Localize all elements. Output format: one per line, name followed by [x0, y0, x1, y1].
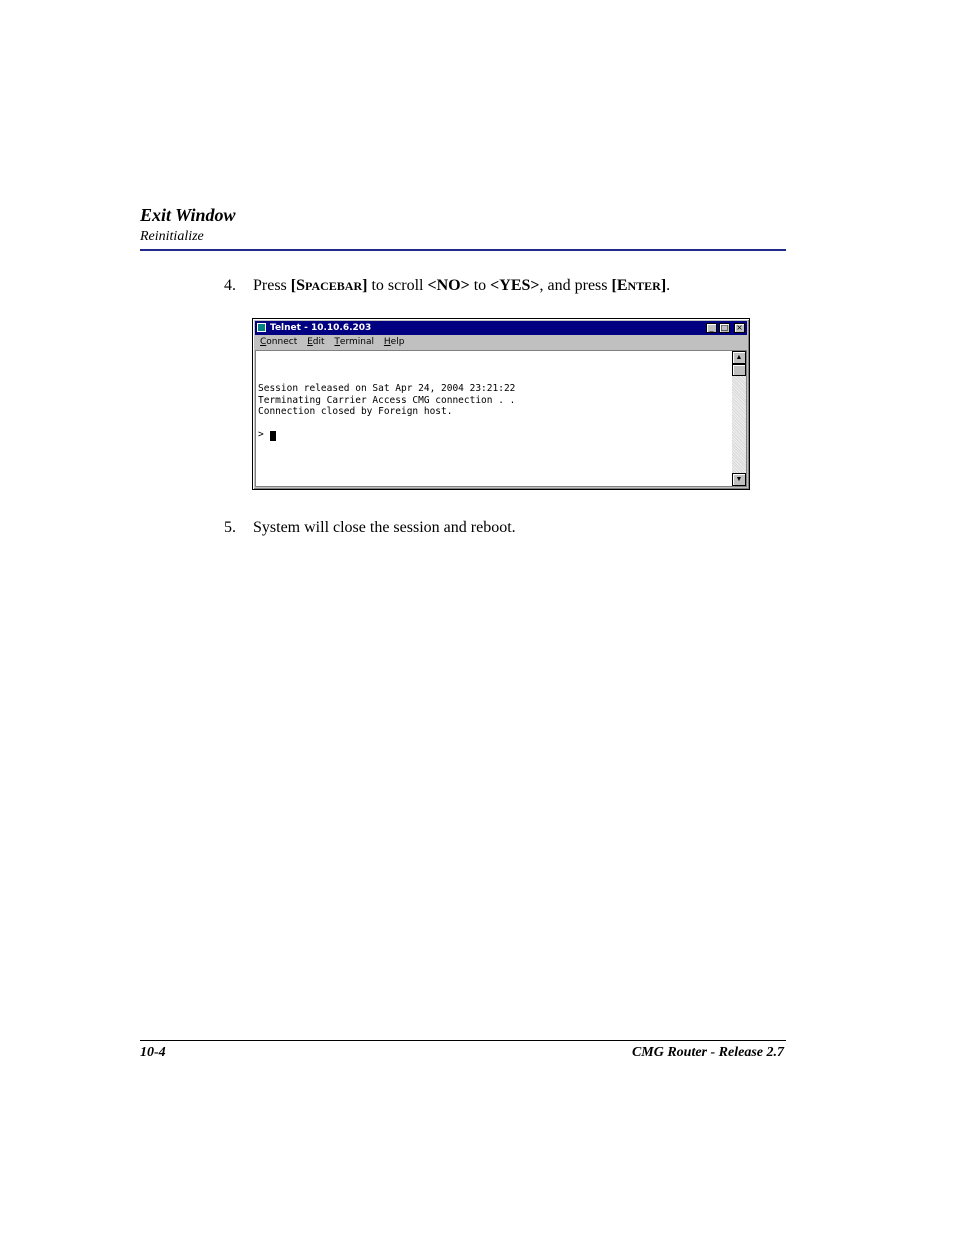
menu-bar — [255, 336, 747, 349]
scroll-up-button[interactable]: ▲ — [732, 351, 746, 364]
step-4 — [224, 277, 670, 295]
step-number: 4. — [224, 277, 236, 294]
close-button[interactable]: × — [734, 323, 745, 333]
menu-terminal[interactable]: Terminal — [334, 337, 374, 347]
menu-edit[interactable]: Edit — [307, 337, 325, 347]
key-enter: [ENTER] — [611, 277, 667, 294]
step-text: Press — [253, 277, 291, 294]
step-5 — [224, 519, 516, 537]
window-title: Telnet - 10.10.6.203 — [270, 323, 372, 333]
telnet-window — [252, 318, 750, 490]
terminal-area[interactable] — [255, 350, 747, 487]
header-rule — [140, 249, 786, 251]
option-no: <NO> — [427, 277, 470, 294]
page-header-title: Exit Window — [140, 205, 236, 225]
scroll-down-button[interactable]: ▼ — [732, 473, 746, 486]
page-header-subtitle: Reinitialize — [140, 229, 204, 244]
key-spacebar: [SPACEBAR] — [290, 277, 368, 294]
step-text: to — [469, 277, 491, 294]
telnet-app-icon — [257, 323, 266, 332]
minimize-button[interactable]: _ — [706, 323, 717, 333]
terminal-prompt: > — [258, 429, 264, 440]
maximize-button[interactable]: □ — [720, 323, 729, 332]
title-bar[interactable] — [255, 321, 747, 335]
terminal-line: Terminating Carrier Access CMG connection . . — [258, 394, 516, 406]
step-text: . — [666, 277, 671, 294]
option-yes: <YES> — [490, 277, 540, 294]
menu-connect[interactable]: Connect — [260, 337, 298, 347]
scroll-thumb[interactable] — [732, 364, 746, 376]
document-title: CMG Router - Release 2.7 — [631, 1045, 784, 1060]
terminal-line: Connection closed by Foreign host. — [258, 406, 453, 418]
menu-help[interactable]: Help — [383, 337, 405, 347]
terminal-line: Session released on Sat Apr 24, 2004 23:21:22 — [258, 383, 516, 394]
step-text: System will close the session and reboot. — [253, 519, 516, 536]
vertical-scrollbar[interactable] — [732, 351, 746, 486]
footer-rule — [140, 1040, 786, 1041]
step-number: 5. — [224, 519, 236, 536]
step-text: to scroll — [367, 277, 428, 294]
page-number: 10-4 — [140, 1045, 166, 1060]
terminal-output — [258, 383, 515, 418]
step-text: , and press — [539, 277, 612, 294]
text-cursor — [270, 431, 276, 441]
